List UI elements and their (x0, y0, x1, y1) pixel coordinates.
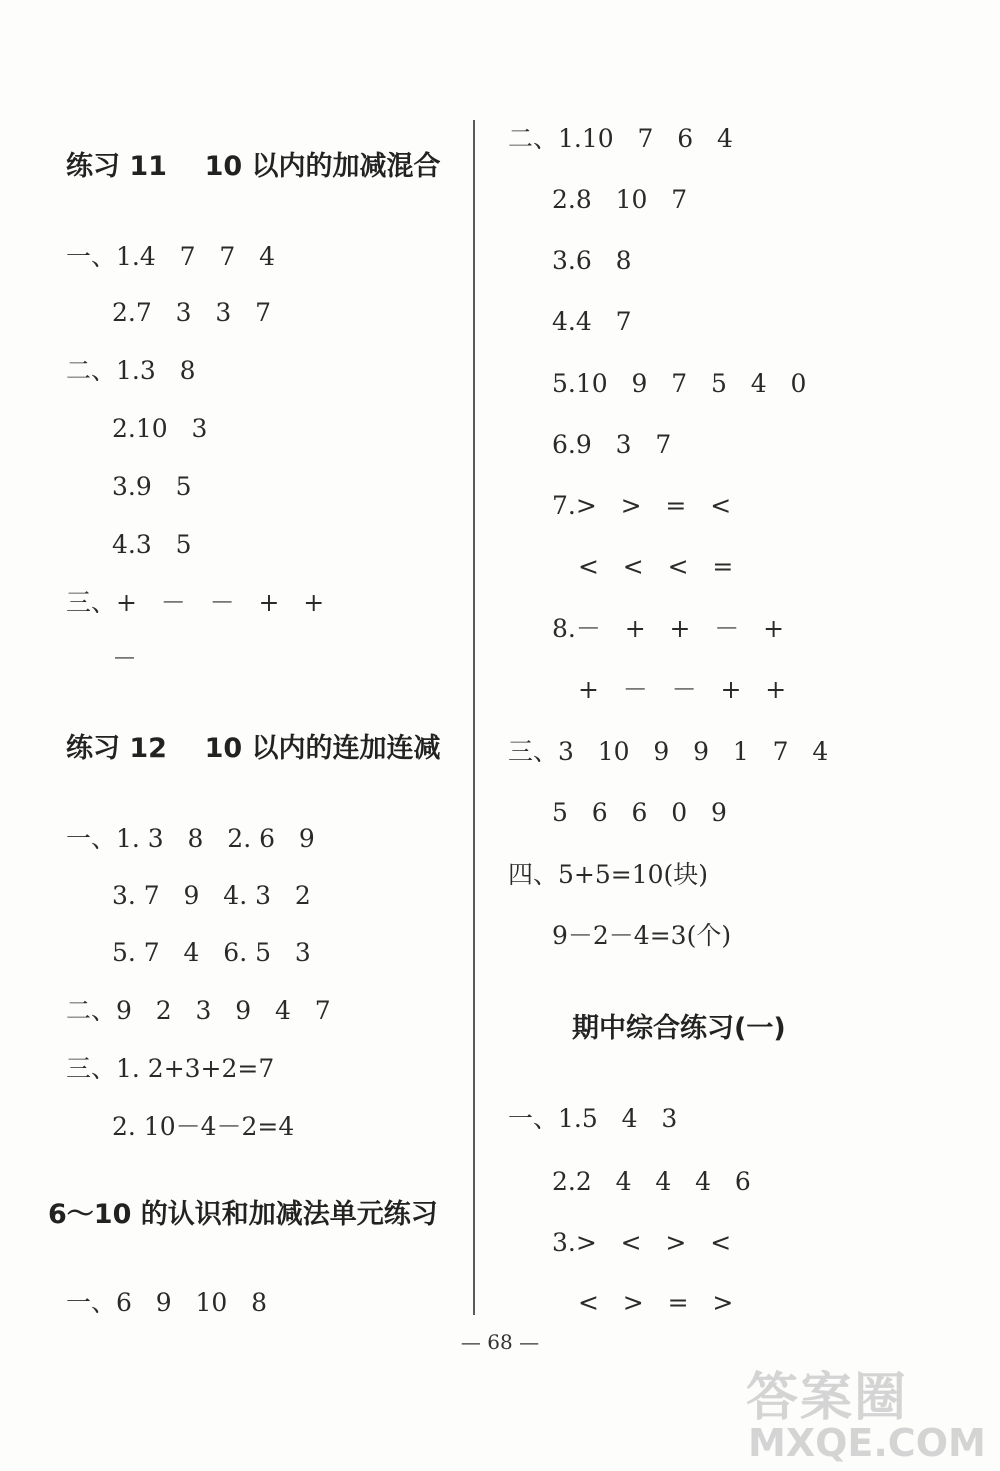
answer-line: < > = > (578, 1288, 734, 1317)
answer-line: 2.10 3 (112, 414, 208, 443)
answer-line: 9－2－4=3(个) (552, 921, 732, 950)
answer-line: 7.> > = < (552, 491, 732, 520)
answer-line: 3.9 5 (112, 472, 192, 501)
section-title-midterm: 期中综合练习(一) (572, 1013, 786, 1044)
answer-line: 3. 7 9 4. 3 2 (112, 881, 311, 910)
answer-line: 6.9 3 7 (552, 430, 672, 459)
section-title-unit-exercise: 6～10 的认识和加减法单元练习 (48, 1199, 438, 1230)
answer-line: 二、1.10 7 6 4 (508, 124, 733, 153)
answer-line: + － － + + (578, 675, 787, 704)
answer-line: 5 6 6 0 9 (552, 798, 727, 827)
section-title-exercise-12: 练习 12 10 以内的连加连减 (66, 733, 441, 764)
answer-line: － (112, 644, 138, 673)
answer-line: 二、9 2 3 9 4 7 (66, 996, 331, 1025)
answer-line: 5.10 9 7 5 4 0 (552, 369, 807, 398)
answer-line: 一、1.5 4 3 (508, 1104, 678, 1133)
watermark-logo (746, 1355, 986, 1465)
column-divider (473, 120, 475, 1315)
page-number: — 68 — (460, 1330, 540, 1354)
answer-line: 一、1. 3 8 2. 6 9 (66, 824, 315, 853)
section-title-exercise-11: 练习 11 10 以内的加减混合 (66, 151, 441, 182)
watermark-text: 答案圈 (746, 1368, 909, 1428)
answer-line: 4.3 5 (112, 530, 192, 559)
watermark-url: MXQE.COM (748, 1421, 986, 1465)
answer-line: < < < = (578, 552, 734, 581)
answer-line: 三、1. 2+3+2=7 (66, 1054, 275, 1083)
answer-line: 5. 7 4 6. 5 3 (112, 938, 311, 967)
answer-line: 一、1.4 7 7 4 (66, 242, 275, 271)
answer-line: 2. 10－4－2=4 (112, 1112, 295, 1141)
answer-line: 3.6 8 (552, 246, 632, 275)
answer-line: 2.7 3 3 7 (112, 298, 271, 327)
answer-line: 三、3 10 9 9 1 7 4 (508, 737, 829, 766)
answer-line: 四、5+5=10(块) (508, 860, 709, 889)
answer-line: 3.> < > < (552, 1228, 732, 1257)
answer-line: 2.2 4 4 4 6 (552, 1167, 751, 1196)
answer-line: 2.8 10 7 (552, 185, 688, 214)
answer-line: 4.4 7 (552, 307, 632, 336)
answer-line: 8.－ + + － + (552, 614, 785, 643)
answer-line: 三、+ － － + + (66, 588, 325, 617)
answer-line: 二、1.3 8 (66, 356, 196, 385)
answer-line: 一、6 9 10 8 (66, 1288, 268, 1317)
